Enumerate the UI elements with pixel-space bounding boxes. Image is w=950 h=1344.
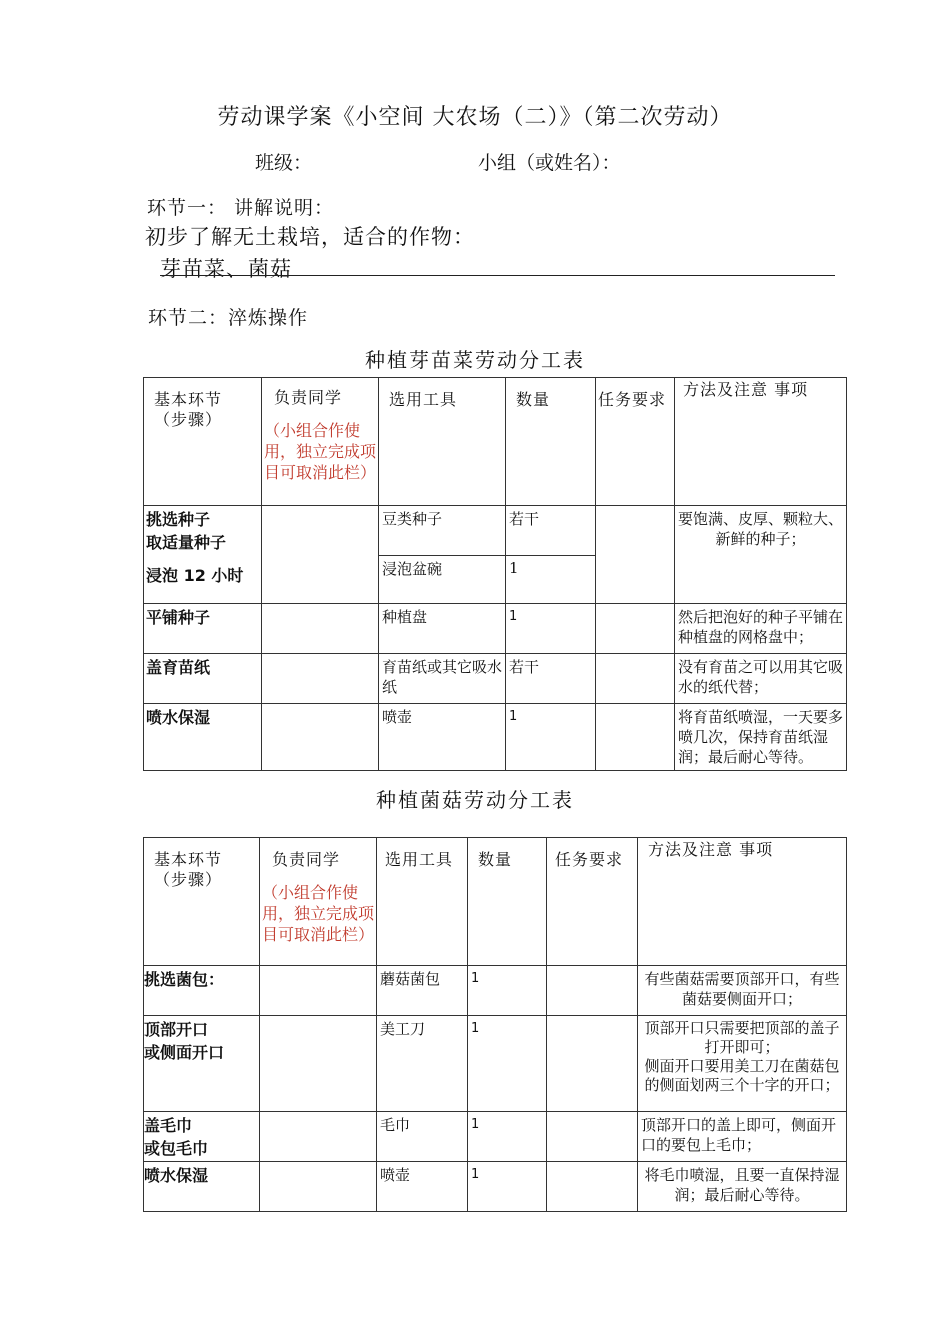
person-cell[interactable] — [262, 654, 379, 704]
header-step: 基本环节（步骤） — [144, 378, 262, 506]
table-row — [144, 506, 847, 556]
step-label: 浸泡 12 小时 — [146, 566, 244, 585]
step-label: 盖毛巾 — [144, 1116, 193, 1135]
qty-cell: 1 — [506, 604, 596, 654]
section1-intro: 初步了解无土栽培，适合的作物： — [145, 225, 475, 249]
tool-cell: 浸泡盆碗 — [379, 556, 506, 604]
table-row — [144, 1112, 847, 1162]
method-cell: 然后把泡好的种子平铺在种植盘的网格盘中； — [675, 604, 847, 654]
tool-cell: 育苗纸或其它吸水纸 — [379, 654, 506, 704]
qty-cell: 1 — [506, 556, 596, 604]
step-label: 挑选种子 — [146, 510, 211, 529]
step-label: 或包毛巾 — [144, 1139, 209, 1158]
section2-heading: 环节二：淬炼操作 — [148, 307, 309, 329]
header-task: 任务要求 — [547, 838, 638, 966]
step-cell — [144, 1112, 260, 1162]
qty-cell: 若干 — [506, 506, 596, 556]
header-person-note: （小组合作使用，独立完成项目可取消此栏） — [264, 421, 377, 482]
step-cell: 挑选菌包： — [144, 966, 260, 1016]
tool-cell: 喷壶 — [377, 1162, 468, 1212]
person-cell[interactable] — [260, 966, 377, 1016]
header-person: 负责同学 — [272, 850, 341, 869]
table-row — [144, 966, 847, 1016]
qty-cell: 若干 — [506, 654, 596, 704]
tool-cell: 蘑菇菌包 — [377, 966, 468, 1016]
table2-title: 种植菌菇劳动分工表 — [376, 788, 574, 812]
qty-cell: 1 — [468, 1162, 547, 1212]
step-cell — [144, 506, 262, 604]
header-step: 基本环节（步骤） — [144, 838, 260, 966]
method-cell: 顶部开口的盖上即可，侧面开口的要包上毛巾； — [638, 1112, 847, 1162]
tool-cell: 喷壶 — [379, 704, 506, 771]
task-cell[interactable] — [596, 704, 675, 771]
task-cell[interactable] — [547, 1112, 638, 1162]
task-cell[interactable] — [547, 1162, 638, 1212]
person-cell[interactable] — [262, 704, 379, 771]
table-row — [144, 604, 847, 654]
qty-cell: 1 — [468, 966, 547, 1016]
sprout-task-table — [143, 377, 847, 771]
header-person-cell — [262, 378, 379, 506]
task-cell[interactable] — [596, 604, 675, 654]
step-cell: 喷水保湿 — [144, 704, 262, 771]
mushroom-task-table — [143, 837, 847, 1212]
task-cell[interactable] — [596, 506, 675, 604]
method-cell — [638, 1016, 847, 1112]
class-label: 班级： — [255, 152, 313, 174]
method-line: 顶部开口只需要把顶部的盖子打开即可； — [644, 1019, 840, 1056]
step-cell — [144, 1016, 260, 1112]
section1-crops: 芽苗菜、菌菇 — [160, 257, 292, 281]
header-method: 方法及注意 事项 — [638, 838, 847, 966]
header-qty: 数量 — [506, 378, 596, 506]
header-method: 方法及注意 事项 — [675, 378, 847, 506]
method-line: 侧面开口要用美工刀在菌菇包的侧面划两三个十字的开口； — [644, 1057, 840, 1094]
person-cell[interactable] — [260, 1016, 377, 1112]
header-qty: 数量 — [468, 838, 547, 966]
method-cell: 将毛巾喷湿，且要一直保持湿润；最后耐心等待。 — [638, 1162, 847, 1212]
method-cell: 有些菌菇需要顶部开口，有些菌菇要侧面开口； — [638, 966, 847, 1016]
page-title: 劳动课学案《小空间 大农场（二）》（第二次劳动） — [217, 105, 733, 130]
person-cell[interactable] — [262, 604, 379, 654]
table-row — [144, 704, 847, 771]
step-label: 取适量种子 — [146, 533, 227, 552]
table1-header-row — [144, 378, 847, 506]
header-person-note: （小组合作使用，独立完成项目可取消此栏） — [262, 883, 375, 944]
method-cell: 将育苗纸喷湿，一天要多喷几次，保持育苗纸湿润；最后耐心等待。 — [675, 704, 847, 771]
section1-heading: 环节一： 讲解说明： — [147, 197, 335, 219]
table-row — [144, 1162, 847, 1212]
table-row — [144, 654, 847, 704]
group-label: 小组（或姓名）： — [478, 152, 621, 174]
tool-cell: 毛巾 — [377, 1112, 468, 1162]
table-row — [144, 1016, 847, 1112]
header-person: 负责同学 — [274, 388, 343, 407]
task-cell[interactable] — [596, 654, 675, 704]
table1-title: 种植芽苗菜劳动分工表 — [365, 348, 585, 372]
task-cell[interactable] — [547, 1016, 638, 1112]
method-cell: 没有育苗之可以用其它吸水的纸代替； — [675, 654, 847, 704]
person-cell[interactable] — [260, 1162, 377, 1212]
header-task: 任务要求 — [596, 378, 675, 506]
header-person-cell — [260, 838, 377, 966]
header-tool: 选用工具 — [377, 838, 468, 966]
step-cell: 盖育苗纸 — [144, 654, 262, 704]
step-cell: 喷水保湿 — [144, 1162, 260, 1212]
step-label: 或侧面开口 — [144, 1043, 225, 1062]
step-label: 顶部开口 — [144, 1020, 209, 1039]
tool-cell: 种植盘 — [379, 604, 506, 654]
qty-cell: 1 — [468, 1112, 547, 1162]
tool-cell: 豆类种子 — [379, 506, 506, 556]
method-cell: 要饱满、皮厚、颗粒大、新鲜的种子； — [675, 506, 847, 604]
task-cell[interactable] — [547, 966, 638, 1016]
tool-cell: 美工刀 — [377, 1016, 468, 1112]
qty-cell: 1 — [506, 704, 596, 771]
table2-header-row — [144, 838, 847, 966]
header-tool: 选用工具 — [379, 378, 506, 506]
person-cell[interactable] — [260, 1112, 377, 1162]
step-cell: 平铺种子 — [144, 604, 262, 654]
person-cell[interactable] — [262, 506, 379, 604]
qty-cell: 1 — [468, 1016, 547, 1112]
crops-underline — [160, 275, 835, 276]
